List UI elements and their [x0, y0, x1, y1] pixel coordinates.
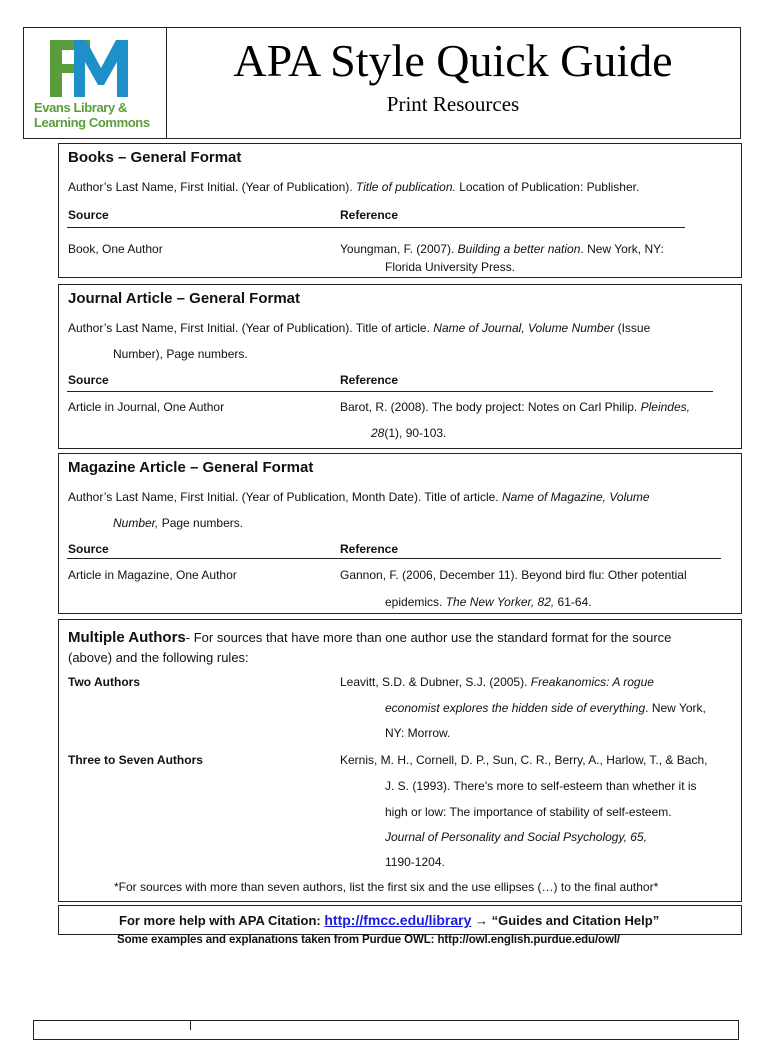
books-rule: [67, 227, 685, 228]
three-authors-ref-line2: J. S. (1993). There's more to self-esteem than whether it is: [385, 779, 697, 793]
journal-format-line1: Author’s Last Name, First Initial. (Year of Publication). Title of article. Name of Journal, Volume Number (Issue: [68, 321, 651, 335]
three-authors-ref-line3: high or low: The importance of stability of self-esteem.: [385, 805, 672, 819]
three-authors-ref-line1: Kernis, M. H., Cornell, D. P., Sun, C. R., Berry, A., Harlow, T., & Bach,: [340, 753, 708, 767]
three-authors-ref-line4: Journal of Personality and Social Psychology, 65,: [385, 830, 647, 844]
magazine-title: Magazine Article – General Format: [68, 459, 314, 476]
magazine-ref-line1: Gannon, F. (2006, December 11). Beyond bird flu: Other potential: [340, 568, 687, 582]
journal-rule: [67, 391, 713, 392]
journal-col-source: Source: [68, 373, 109, 387]
books-title: Books – General Format: [68, 149, 242, 166]
journal-col-reference: Reference: [340, 373, 399, 387]
header-box: [23, 27, 741, 139]
multiple-title: Multiple Authors: [68, 629, 186, 646]
books-col-source: Source: [68, 208, 109, 222]
next-page-header-edge: [33, 1020, 739, 1040]
help-lead: For more help with APA Citation:: [119, 913, 325, 928]
two-authors-ref-line1: Leavitt, S.D. & Dubner, S.J. (2005). Freakanomics: A rogue: [340, 675, 654, 689]
magazine-rule: [67, 558, 721, 559]
journal-ref-line1: Barot, R. (2008). The body project: Notes on Carl Philip. Pleindes,: [340, 400, 690, 414]
two-authors-ref-line3: NY: Morrow.: [385, 726, 451, 740]
books-col-reference: Reference: [340, 208, 399, 222]
logo: [24, 28, 167, 138]
journal-row-source: Article in Journal, One Author: [68, 400, 225, 414]
library-link[interactable]: http://fmcc.edu/library: [324, 912, 472, 928]
multiple-authors-section: [58, 619, 742, 902]
two-authors-label: Two Authors: [68, 675, 140, 689]
three-authors-ref-line5: 1190-1204.: [385, 855, 445, 869]
help-line: [119, 912, 659, 928]
next-page-divider: [190, 1020, 191, 1030]
arrow-right-icon: →: [475, 913, 489, 928]
logo-line2: Learning Commons: [34, 115, 150, 130]
magazine-ref-line2: epidemics. The New Yorker, 82, 61-64.: [385, 595, 592, 609]
help-box: [58, 905, 742, 935]
multiple-intro-line1: Multiple Authors- For sources that have more than one author use the standard format for the source: [68, 629, 672, 646]
page-subtitle: Print Resources: [386, 92, 520, 116]
journal-format-line2: Number), Page numbers.: [113, 347, 248, 361]
credit-line: Some examples and explanations taken from Purdue OWL: http://owl.english.purdue.edu/owl/: [117, 934, 621, 946]
magazine-format-line2: Number, Page numbers.: [113, 516, 244, 530]
magazine-col-source: Source: [68, 542, 109, 556]
seven-authors-note: *For sources with more than seven authors, list the first six and the use ellipses (…) to the final author*: [114, 880, 659, 894]
books-ref-line1: Youngman, F. (2007). Building a better nation. New York, NY:: [340, 242, 664, 256]
magazine-col-reference: Reference: [340, 542, 399, 556]
logo-line1: Evans Library &: [34, 100, 127, 115]
three-authors-label: Three to Seven Authors: [68, 753, 203, 767]
multiple-intro-line2: (above) and the following rules:: [68, 650, 249, 665]
two-authors-ref-line2: economist explores the hidden side of everything. New York,: [385, 701, 706, 715]
books-row-source: Book, One Author: [68, 242, 163, 256]
journal-title: Journal Article – General Format: [68, 290, 301, 307]
journal-section: [58, 284, 742, 449]
journal-ref-line2: 28(1), 90-103.: [371, 426, 447, 440]
magazine-row-source: Article in Magazine, One Author: [68, 568, 237, 582]
books-ref-line2: Florida University Press.: [385, 260, 516, 274]
magazine-format-line1: Author’s Last Name, First Initial. (Year of Publication, Month Date). Title of article. Name of Magazine, Volume: [68, 490, 650, 504]
page-title: APA Style Quick Guide: [233, 35, 673, 86]
help-tail: “Guides and Citation Help”: [488, 913, 660, 928]
magazine-section: [58, 453, 742, 614]
books-section: [58, 143, 742, 278]
books-format: Author’s Last Name, First Initial. (Year of Publication). Title of publication. Location of Publication: Publisher.: [68, 180, 640, 194]
